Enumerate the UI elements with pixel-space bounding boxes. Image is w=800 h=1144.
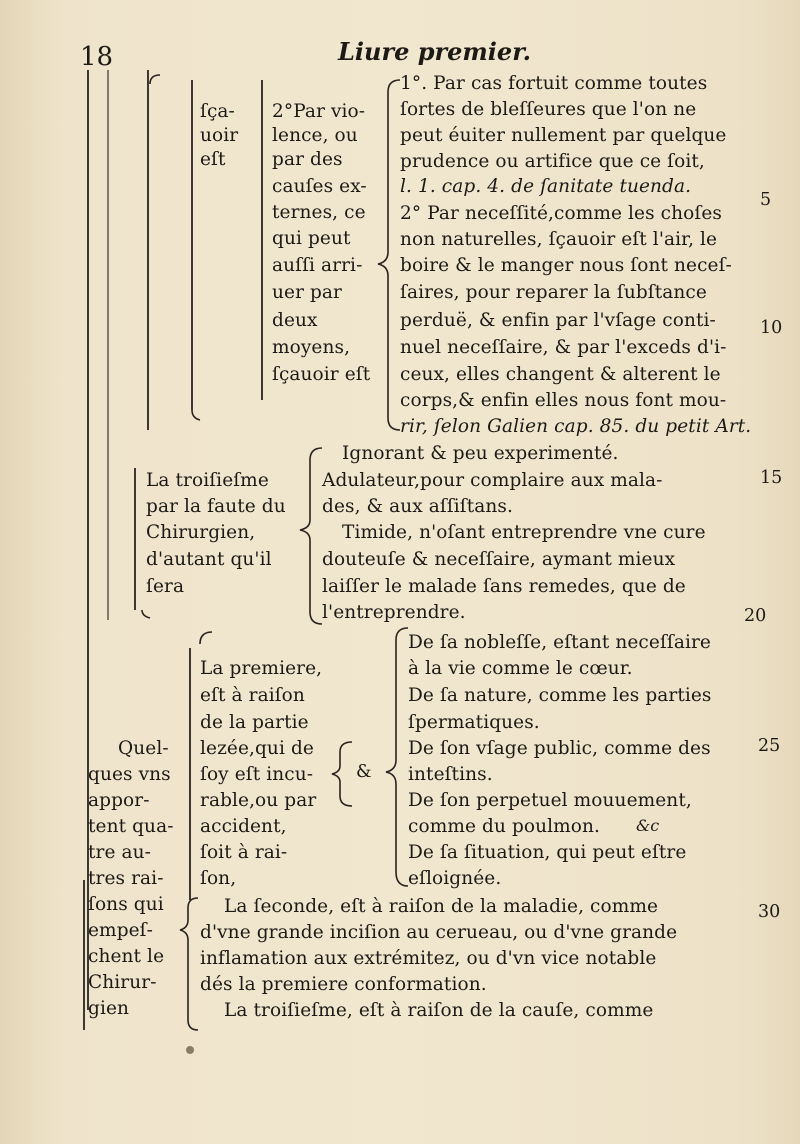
s3-bottom-line: d'vne grande inciſion au cerueau, ou d'vne grande [200, 922, 678, 943]
s3-left-line: tres rai- [88, 868, 164, 889]
s3-left-line: chent le [88, 946, 165, 967]
s1-col2-line: lence, ou [272, 125, 358, 146]
s1-col2-line: auſſi arri- [272, 255, 363, 276]
margin-number: 10 [760, 318, 783, 338]
s1-col3-line: peut éuiter nullement par quelque [400, 125, 727, 146]
s2-label-line: La troiſieſme [146, 470, 269, 491]
s1-col3-line: rir, ſelon Galien cap. 85. du petit Art. [400, 416, 752, 437]
margin-number: 30 [758, 902, 781, 922]
s3-right-line: De ſon vſage public, comme des [408, 738, 711, 759]
s1-col2-line: 2°Par vio- [272, 101, 366, 122]
s3-mid-line: accident, [200, 816, 287, 837]
s3-bottom-line: La troiſieſme, eſt à raiſon de la cauſe, comme [224, 1000, 654, 1021]
margin-number: 15 [760, 468, 783, 488]
running-title: Liure premier. [338, 37, 531, 66]
s3-bottom-line: inflamation aux extrémitez, ou d'vn vice notable [200, 948, 657, 969]
s3-mid-line: de la partie [200, 712, 309, 733]
section3-bottom-brace [180, 898, 198, 1030]
s1-col2-line: uer par [272, 282, 343, 303]
s3-mid-line: lezée,qui de [200, 738, 314, 759]
s1-col2-line: cauſes ex- [272, 176, 367, 197]
s2-label-line: Chirurgien, [146, 522, 256, 543]
s3-right-line: De ſa ſituation, qui peut eſtre [408, 842, 687, 863]
s1-col2-line: moyens, [272, 337, 351, 358]
s1-col2-line: ternes, ce [272, 202, 366, 223]
s1-col3-line: corps,& enfin elles nous font mou- [400, 390, 727, 411]
printer-mark [186, 1046, 194, 1054]
s2-line: Timide, n'oſant entreprendre vne cure [342, 522, 706, 543]
s2-line: laiſſer le malade ſans remedes, que de [322, 576, 686, 597]
s2-line: l'entreprendre. [322, 602, 466, 623]
margin-number: 25 [758, 736, 781, 756]
s2-line: des, & aux aſſiſtans. [322, 496, 513, 517]
s3-right-line: ſpermatiques. [408, 712, 540, 733]
s2-line: Adulateur,pour complaire aux mala- [322, 470, 663, 491]
section1-hook-b [192, 410, 200, 420]
s2-label-line: par la faute du [146, 496, 286, 517]
s1-col3-line: ceux, elles changent & alterent le [400, 364, 721, 385]
s3-left-line: tre au- [88, 842, 152, 863]
s3-left-line: Chirur- [88, 972, 157, 993]
s1-col2-line: ſçauoir eſt [272, 364, 371, 385]
section3-sub-brace [332, 742, 352, 806]
s3-right-line: eſloignée. [408, 868, 502, 889]
s1-col3-line: nuel neceſſaire, & par l'exceds d'i- [400, 337, 727, 358]
s3-mid-line: ſoy eſt incu- [200, 764, 314, 785]
s2-label-line: ſera [146, 576, 185, 597]
s3-mid-line: eſt à raiſon [200, 685, 305, 706]
s1-col2-line: qui peut [272, 228, 351, 249]
s1-col3-line: prudence ou artifice que ce ſoit, [400, 151, 705, 172]
s1-col2-line: deux [272, 310, 318, 331]
s1-col3-line: boire & le manger nous ſont neceſ- [400, 255, 732, 276]
s1-col3-line: ſortes de bleſſeures que l'on ne [400, 99, 697, 120]
s3-mid-line: La premiere, [200, 658, 323, 679]
s3-right-line: comme du poulmon. [408, 816, 601, 837]
s3-sub-ampersand: & [356, 762, 372, 782]
s3-left-line: appor- [88, 790, 150, 811]
section3-mid-hook [200, 632, 212, 644]
margin-number: 20 [744, 606, 767, 626]
s1-col2-line: par des [272, 149, 343, 170]
s3-bottom-line: dés la premiere conformation. [200, 974, 487, 995]
s2-label-line: d'autant qu'il [146, 549, 272, 570]
col3-brace [378, 80, 400, 430]
s3-left-line: tent qua- [88, 816, 174, 837]
s1-col3-citation: l. 1. cap. 4. de ſanitate tuenda. [400, 176, 692, 197]
s3-left-line: empeſ- [88, 920, 153, 941]
s1-col1-line: eſt [200, 149, 226, 170]
s3-bottom-line: La ſeconde, eſt à raiſon de la maladie, comme [224, 896, 659, 917]
s3-left-line: Quel- [118, 738, 169, 759]
s3-right-line: De ſa nobleſſe, eſtant neceſſaire [408, 632, 711, 653]
section1-hook [150, 75, 160, 84]
s1-col1-line: uoir [200, 125, 239, 146]
s1-col3-line: 2° Par neceſſité,comme les choſes [400, 203, 722, 224]
margin-number: 5 [760, 190, 772, 210]
s3-right-line: De ſon perpetuel mouuement, [408, 790, 692, 811]
s3-mid-line: ſoit à rai- [200, 842, 288, 863]
s1-col1-line: ſça- [200, 101, 235, 122]
s3-right-line: De ſa nature, comme les parties [408, 685, 712, 706]
s1-col3-line: 1°. Par cas fortuit comme toutes [400, 73, 708, 94]
page-number: 18 [80, 42, 114, 72]
s2-line: douteuſe & neceſſaire, aymant mieux [322, 549, 676, 570]
s3-etc-mark: &c [636, 816, 660, 835]
s3-left-line: gien [88, 998, 130, 1019]
section2-brace [300, 448, 322, 624]
s2-line: Ignorant & peu experimenté. [342, 443, 619, 464]
s3-mid-line: ſon, [200, 868, 237, 889]
s1-col3-line: perduë, & enfin par l'vſage conti- [400, 310, 716, 331]
s3-mid-line: rable,ou par [200, 790, 317, 811]
section2-hook [142, 610, 150, 618]
s3-right-line: à la vie comme le cœur. [408, 658, 633, 679]
section3-right-brace [386, 628, 408, 886]
s3-right-line: inteſtins. [408, 764, 493, 785]
s3-left-line: ques vns [88, 764, 171, 785]
s3-left-line: ſons qui [88, 894, 164, 915]
s1-col3-line: ſaires, pour reparer la ſubſtance [400, 282, 707, 303]
s1-col3-line: non naturelles, ſçauoir eſt l'air, le [400, 229, 718, 250]
